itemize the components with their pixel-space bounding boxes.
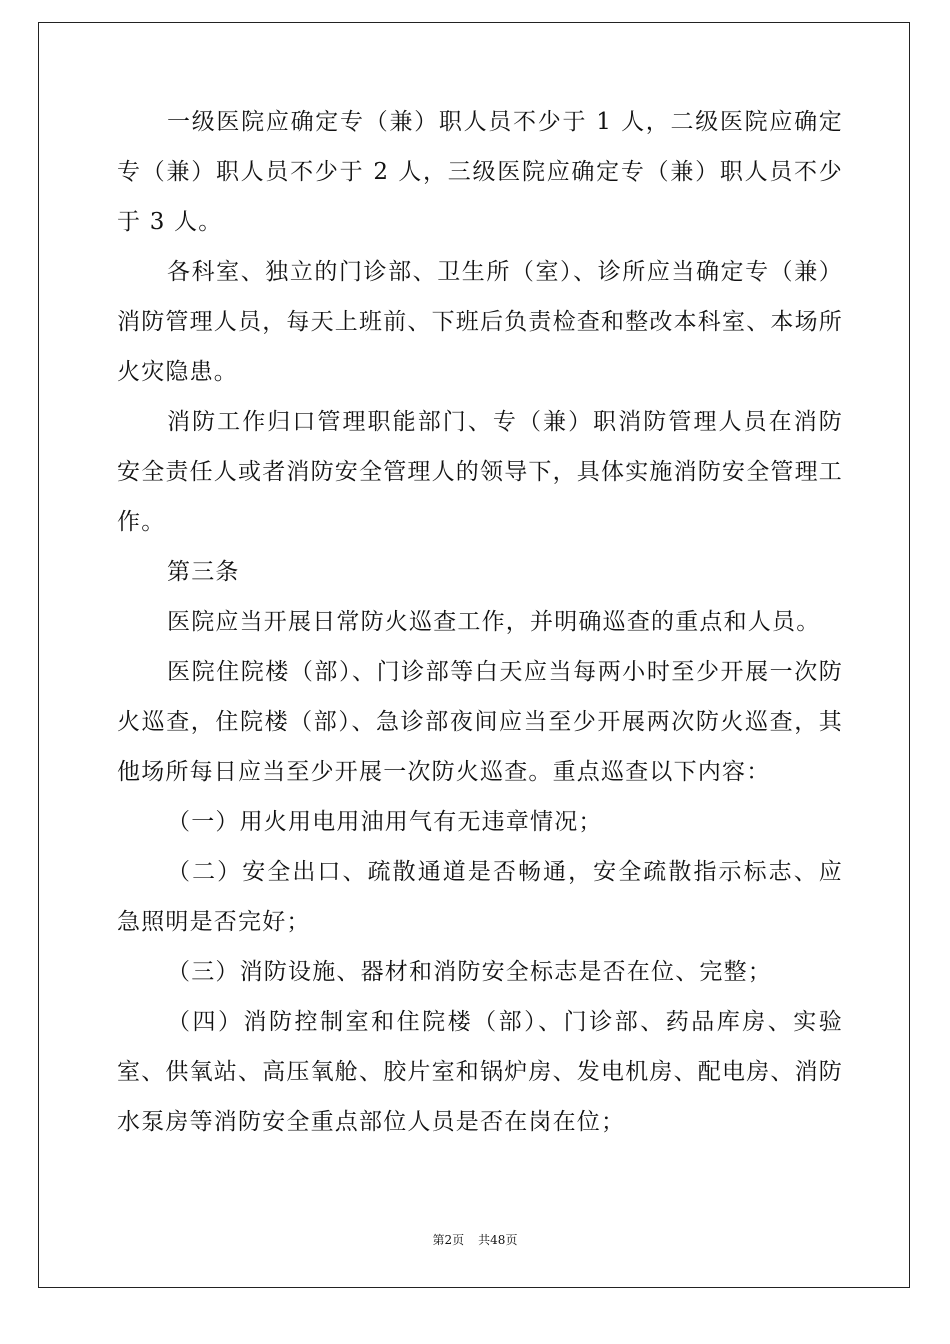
page-footer [0,1232,950,1248]
paragraph-staffing-levels: 一级医院应确定专（兼）职人员不少于 1 人，二级医院应确定专（兼）职人员不少于 2 人，三级医院应确定专（兼）职人员不少于 3 人。 [117,109,843,235]
paragraph-management-duties: 消防工作归口管理职能部门、专（兼）职消防管理人员在消防安全责任人或者消防安全管理人的领导下，具体实施消防安全管理工作。 [117,409,843,535]
list-item-4: （四）消防控制室和住院楼（部）、门诊部、药品库房、实验室、供氧站、高压氧舱、胶片室和锅炉房、发电机房、配电房、消防水泵房等消防安全重点部位人员是否在岗在位； [117,1009,843,1135]
list-item-3: （三）消防设施、器材和消防安全标志是否在位、完整； [167,959,772,985]
paragraph-department-managers: 各科室、独立的门诊部、卫生所（室）、诊所应当确定专（兼）消防管理人员，每天上班前、下班后负责检查和整改本科室、本场所火灾隐患。 [117,259,843,385]
article-heading: 第三条 [167,559,240,585]
list-item-2: （二）安全出口、疏散通道是否畅通，安全疏散指示标志、应急照明是否完好； [117,859,843,935]
paragraph-daily-patrol: 医院应当开展日常防火巡查工作，并明确巡查的重点和人员。 [167,609,821,635]
total-pages: 共48页 [478,1233,518,1247]
list-item-1: （一）用火用电用油用气有无违章情况； [167,809,603,835]
document-body [117,97,843,1147]
paragraph-patrol-frequency: 医院住院楼（部）、门诊部等白天应当每两小时至少开展一次防火巡查，住院楼（部）、急诊部夜间应当至少开展两次防火巡查，其他场所每日应当至少开展一次防火巡查。重点巡查以下内容： [117,659,843,785]
page-number: 第2页 [432,1233,465,1247]
